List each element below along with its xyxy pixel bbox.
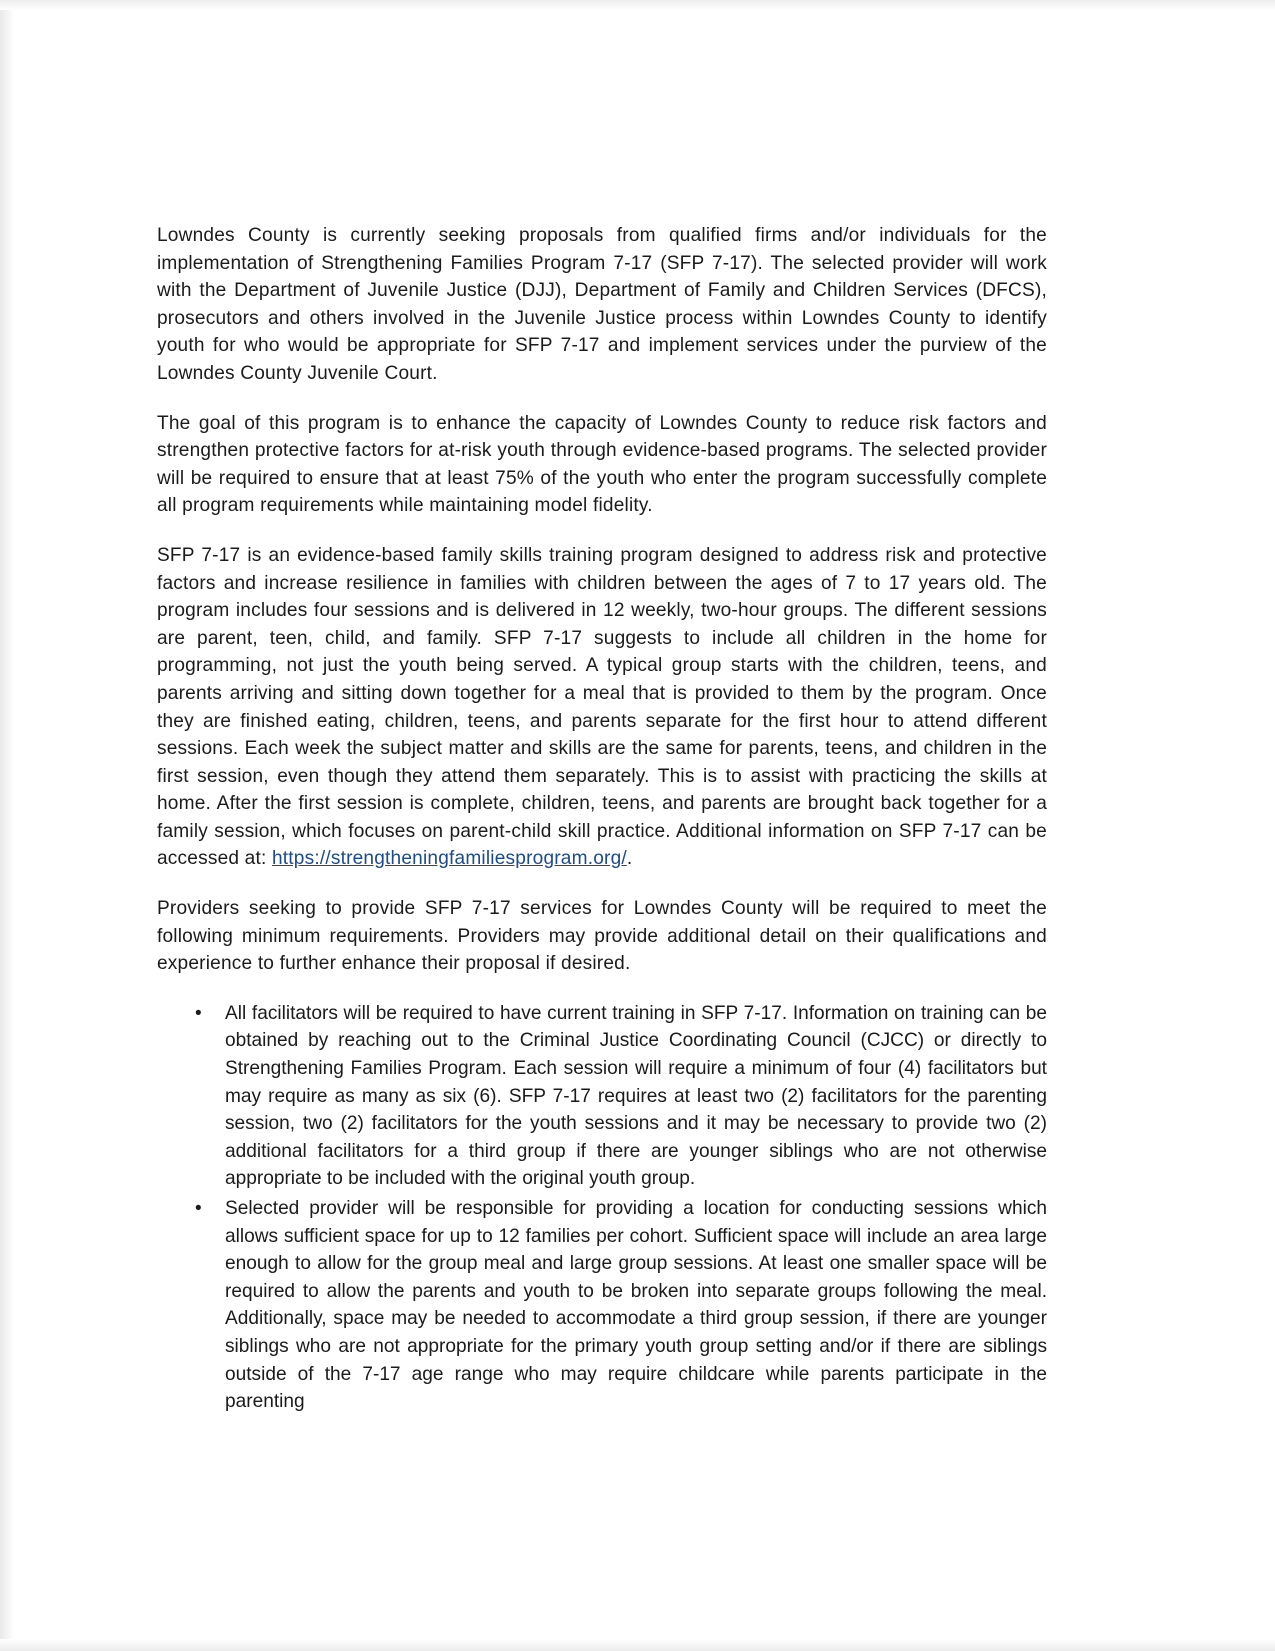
requirements-list-wrapper bbox=[157, 1000, 1047, 1416]
list-item bbox=[157, 1195, 1047, 1416]
list-item-text: Selected provider will be responsible for providing a location for conducting sessions which allows sufficient space for up to 12 families per cohort. Sufficient space will include an area large enough to allow for the group meal and large group sessions. At least one smaller space will be required to allow the parents and youth to be broken into separate groups following the meal. Additionally, space may be needed to accommodate a third group session, if there are younger siblings who are not appropriate for the primary youth group setting and/or if there are siblings outside of the 7-17 age range who may require childcare while parents participate in the parenting bbox=[225, 1198, 1047, 1413]
paragraph-program-description bbox=[157, 542, 1047, 873]
document-body bbox=[157, 222, 1047, 1418]
bullet-point-icon: • bbox=[195, 1002, 202, 1024]
requirements-list bbox=[157, 1000, 1047, 1416]
program-description-text-trailing: . bbox=[626, 848, 633, 870]
scan-edge-top bbox=[0, 0, 1275, 10]
list-item-text: All facilitators will be required to have current training in SFP 7-17. Information on training can be obtained by reaching out to the Criminal Justice Coordinating Council (CJCC) or directly to Strengthening Families Program. Each session will require a minimum of four (4) facilitators but may require as many as six (6). SFP 7-17 requires at least two (2) facilitators for the parenting session, two (2) facilitators for the youth sessions and it may be necessary to provide two (2) additional facilitators for a third group if there are younger siblings who are not otherwise appropriate to be included with the original youth group. bbox=[225, 1002, 1047, 1190]
list-item bbox=[157, 1000, 1047, 1193]
paragraph-program-goal: The goal of this program is to enhance the capacity of Lowndes County to reduce risk factors and strengthen protective factors for at-risk youth through evidence-based programs. The selected provider will be required to ensure that at least 75% of the youth who enter the program successfully complete all program requirements while maintaining model fidelity. bbox=[157, 412, 1047, 517]
scan-edge-left bbox=[0, 0, 14, 1651]
paragraph-minimum-requirements-intro: Providers seeking to provide SFP 7-17 services for Lowndes County will be required to meet the following minimum requirements. Providers may provide additional detail on their qualifications and experience to further enhance their proposal if desired. bbox=[157, 898, 1047, 975]
program-description-text: SFP 7-17 is an evidence-based family skills training program designed to address risk and protective factors and increase resilience in families with children between the ages of 7 to 17 years old. The program includes four sessions and is delivered in 12 weekly, two-hour groups. The different sessions are parent, teen, child, and family. SFP 7-17 suggests to include all children in the home for programming, not just the youth being served. A typical group starts with the children, teens, and parents arriving and sitting down together for a meal that is provided to them by the program. Once they are finished eating, children, teens, and parents separate for the first hour to attend different sessions. Each week the subject matter and skills are the same for parents, teens, and children in the first session, even though they attend them separately. This is to assist with practicing the skills at home. After the first session is complete, children, teens, and parents are brought back together for a family session, which focuses on parent-child skill practice. Additional information on SFP 7-17 can be accessed at: bbox=[157, 544, 1047, 870]
strengthening-families-program-link[interactable]: https://strengtheningfamiliesprogram.org/ bbox=[272, 848, 627, 870]
bullet-point-icon: • bbox=[195, 1198, 202, 1219]
scan-edge-bottom bbox=[0, 1639, 1275, 1651]
paragraph-overview: Lowndes County is currently seeking proposals from qualified firms and/or individuals for the implementation of Strengthening Families Program 7-17 (SFP 7-17). The selected provider will work with the Department of Juvenile Justice (DJJ), Department of Family and Children Services (DFCS), prosecutors and others involved in the Juvenile Justice process within Lowndes County to identify youth for who would be appropriate for SFP 7-17 and implement services under the purview of the Lowndes County Juvenile Court. bbox=[157, 225, 1047, 384]
